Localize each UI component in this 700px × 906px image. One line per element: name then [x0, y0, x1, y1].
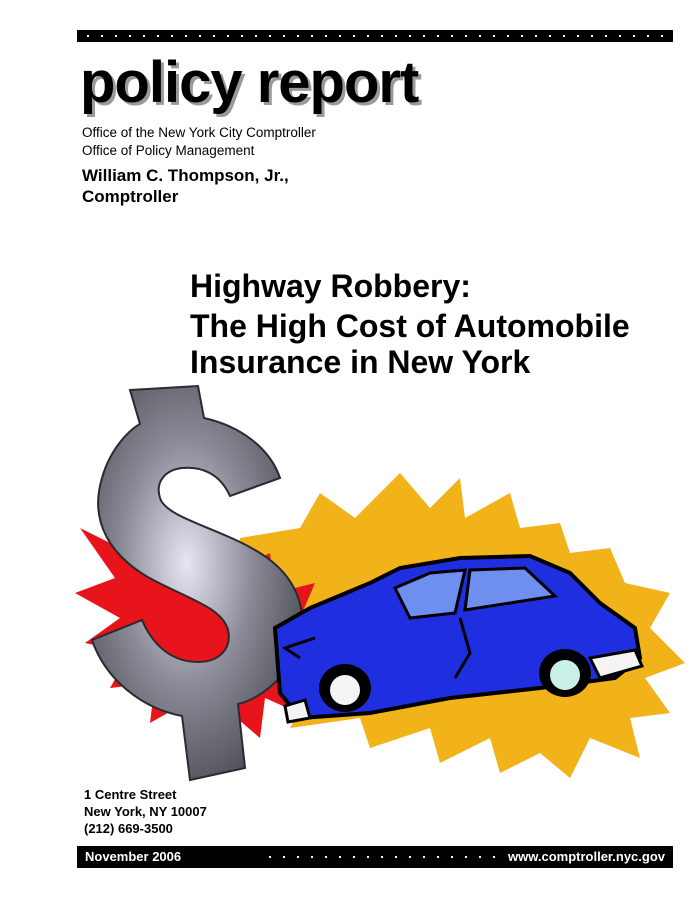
office-line-policy: Office of Policy Management	[82, 143, 255, 158]
comptroller-title: Comptroller	[82, 187, 179, 206]
report-title-line-1: Highway Robbery:	[190, 268, 471, 304]
footer-date: November 2006	[85, 849, 182, 864]
report-title-line-3: Insurance in New York	[190, 344, 531, 380]
phone-number: (212) 669-3500	[84, 821, 173, 836]
footer-website-link[interactable]: www.comptroller.nyc.gov	[508, 849, 665, 864]
cover-illustration	[70, 378, 690, 798]
office-line-comptroller: Office of the New York City Comptroller	[82, 125, 316, 140]
report-title-line-2: The High Cost of Automobile	[190, 308, 630, 344]
address-street: 1 Centre Street	[84, 787, 177, 802]
dotted-pattern	[263, 856, 503, 858]
comptroller-name: William C. Thompson, Jr.,	[82, 166, 289, 185]
address-city: New York, NY 10007	[84, 804, 207, 819]
footer-bar	[77, 846, 673, 868]
dotted-pattern	[81, 35, 669, 37]
top-dotted-rule	[77, 30, 673, 42]
masthead-title: policy report	[80, 50, 419, 115]
